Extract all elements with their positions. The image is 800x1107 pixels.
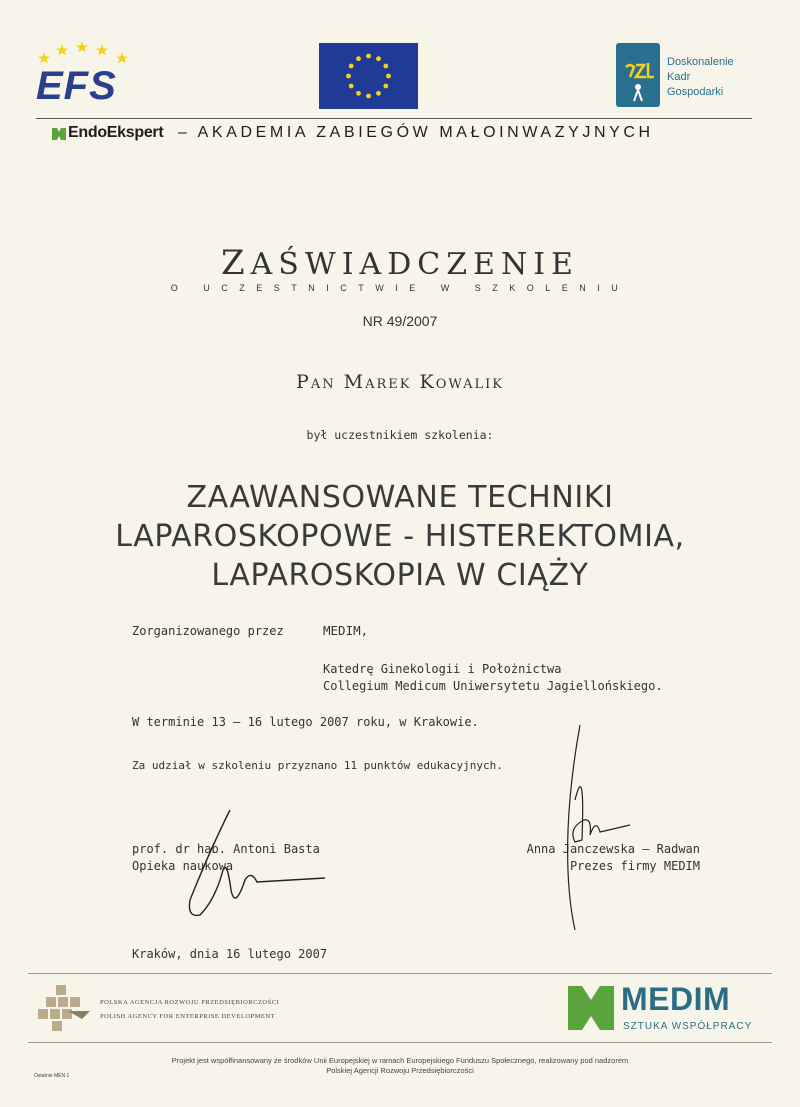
medim-logo-icon bbox=[568, 986, 614, 1030]
footer-divider-bottom bbox=[28, 1042, 772, 1043]
certificate-title-rest: AŚWIADCZENIE bbox=[250, 247, 579, 282]
right-signature-icon bbox=[540, 720, 640, 935]
efs-logo bbox=[36, 40, 136, 110]
course-line: LAPAROSKOPOWE - HISTEREKTOMIA, bbox=[115, 519, 685, 554]
dkg-logo-text bbox=[667, 55, 734, 100]
footer-divider-top bbox=[28, 973, 772, 974]
dkg-line: Doskonalenie bbox=[667, 56, 734, 68]
medim-slogan: SZTUKA WSPÓŁPRACY bbox=[623, 1021, 753, 1032]
left-signatory-name: prof. dr hab. Antoni Basta bbox=[132, 842, 320, 856]
eu-flag-icon bbox=[319, 43, 418, 109]
organized-by: MEDIM, bbox=[323, 623, 369, 638]
department-text bbox=[323, 661, 663, 695]
dkg-line: Gospodarki bbox=[667, 86, 724, 98]
academy-title: – AKADEMIA ZABIEGÓW MAŁOINWAZYJNYCH bbox=[178, 124, 654, 141]
place-date: Kraków, dnia 16 lutego 2007 bbox=[132, 947, 328, 961]
dkg-logo-icon bbox=[616, 43, 660, 107]
endoekspert-logo-icon bbox=[52, 128, 66, 140]
points-text: Za udział w szkoleniu przyznano 11 punktów edukacyjnych. bbox=[132, 759, 503, 772]
term-text: W terminie 13 – 16 lutego 2007 roku, w Krakowie. bbox=[132, 715, 479, 729]
was-participant-text: był uczestnikiem szkolenia: bbox=[306, 428, 494, 442]
parp-line: POLISH AGENCY FOR ENTERPRISE DEVELOPMENT bbox=[100, 1013, 276, 1020]
endoekspert-name: EndoEkspert bbox=[68, 124, 164, 141]
right-signatory-role: Prezes firmy MEDIM bbox=[569, 859, 700, 873]
certificate-subtitle: O UCZESTNICTWIE W SZKOLENIU bbox=[170, 283, 630, 293]
organized-label: Zorganizowanego przez bbox=[132, 624, 284, 638]
course-line: LAPAROSKOPIA W CIĄŻY bbox=[211, 558, 589, 593]
medim-logo-text: MEDIM bbox=[621, 981, 731, 1017]
parp-logo-icon bbox=[38, 985, 90, 1035]
efs-logo-text: EFS bbox=[36, 64, 117, 108]
department-line: Katedrę Ginekologii i Położnictwa bbox=[323, 662, 562, 676]
parp-text bbox=[100, 996, 279, 1024]
department-line: Collegium Medicum Uniwersytetu Jagiellońskiego. bbox=[323, 679, 663, 693]
project-funding-text bbox=[0, 1056, 800, 1076]
course-title bbox=[0, 478, 800, 595]
dkg-line: Kadr bbox=[667, 71, 691, 83]
course-line: ZAAWANSOWANE TECHNIKI bbox=[186, 480, 614, 515]
parp-line: POLSKA AGENCJA ROZWOJU PRZEDSIĘBIORCZOŚCI bbox=[100, 999, 280, 1006]
participant-name: Pan Marek Kowalik bbox=[296, 371, 504, 393]
left-signature-icon bbox=[175, 800, 345, 930]
right-signatory-name: Anna Janczewska – Radwan bbox=[526, 842, 700, 856]
header-divider bbox=[36, 118, 752, 119]
project-line: Projekt jest współfinansowany ze środków Unii Europejskiej w ramach Europejskiego Funduszu Społecznego, realizowany pod nadzorem bbox=[171, 1056, 629, 1065]
certificate-title: ZAŚWIADCZENIE bbox=[221, 243, 579, 283]
certificate-number: NR 49/2007 bbox=[362, 313, 438, 329]
project-line: Polskiej Agencji Rozwoju Przedsiębiorczości bbox=[326, 1066, 474, 1075]
left-signatory-role: Opieka naukowa bbox=[132, 859, 234, 873]
document-code: Ostatnie MEN 1 bbox=[34, 1073, 70, 1079]
